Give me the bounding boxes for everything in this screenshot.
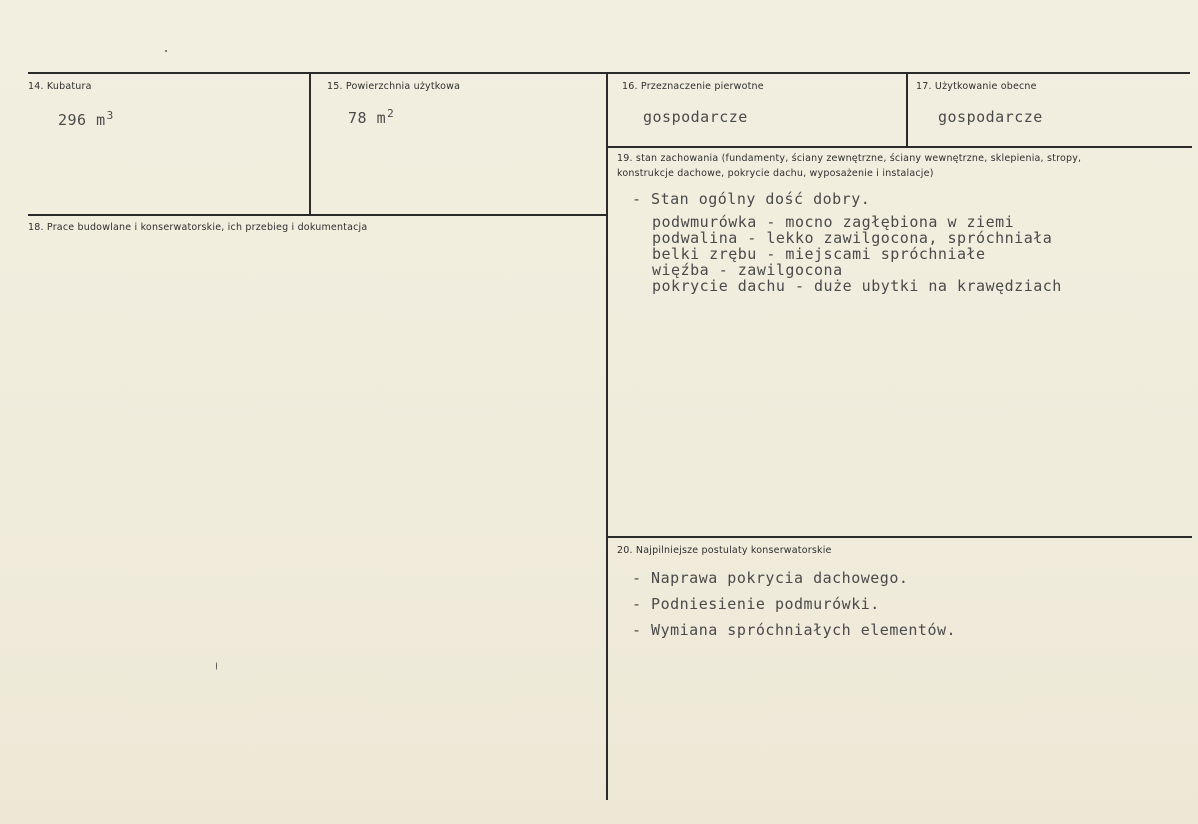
rule-under-16-17 <box>607 146 1192 148</box>
field-14-label: 14. Kubatura <box>28 81 92 92</box>
main-divider <box>606 72 608 800</box>
field-17-value: gospodarcze <box>938 108 1043 126</box>
field-15-value <box>348 107 394 127</box>
top-rule <box>28 72 1190 74</box>
postulate-item: - Naprawa pokrycia dachowego. <box>632 569 909 587</box>
field-19-summary: - Stan ogólny dość dobry. <box>632 190 871 208</box>
detail-line: podwmurówka - mocno zagłębiona w ziemi <box>652 213 1015 231</box>
postulate-item: - Wymiana spróchniałych elementów. <box>632 621 957 639</box>
divider-14-15 <box>309 72 311 215</box>
postulate-item: - Podniesienie podmurówki. <box>632 595 880 613</box>
field-20-label: 20. Najpilniejsze postulaty konserwatorskie <box>617 545 832 556</box>
field-19-details <box>652 214 1062 294</box>
detail-line: pokrycie dachu - duże ubytki na krawędziach <box>652 277 1062 295</box>
field-14-unit-exponent: 3 <box>106 109 114 122</box>
rule-above-20 <box>607 536 1192 538</box>
field-14-number: 296 m <box>58 111 106 129</box>
field-15-unit-exponent: 2 <box>387 107 395 120</box>
field-18-label: 18. Prace budowlane i konserwatorskie, ich przebieg i dokumentacja <box>28 222 368 233</box>
rule-under-14-15 <box>28 214 607 216</box>
field-19-label: 19. stan zachowania (fundamenty, ściany zewnętrzne, ściany wewnętrzne, sklepienia, stropy, konstrukcje dachowe, pokrycie dachu, wyposażenie i instalacje) <box>617 153 1082 179</box>
field-15-number: 78 m <box>348 109 387 127</box>
divider-16-17 <box>906 72 908 147</box>
detail-line: więźba - zawilgocona <box>652 261 843 279</box>
field-15-label: 15. Powierzchnia użytkowa <box>327 81 461 92</box>
stray-mark <box>165 50 167 52</box>
stray-mark <box>216 662 217 670</box>
field-14-value <box>58 109 114 129</box>
field-16-value: gospodarcze <box>643 108 748 126</box>
field-16-label: 16. Przeznaczenie pierwotne <box>622 81 764 92</box>
detail-line: podwalina - lekko zawilgocona, spróchniała <box>652 229 1053 247</box>
field-17-label: 17. Użytkowanie obecne <box>916 81 1037 92</box>
detail-line: belki zrębu - miejscami spróchniałe <box>652 245 986 263</box>
